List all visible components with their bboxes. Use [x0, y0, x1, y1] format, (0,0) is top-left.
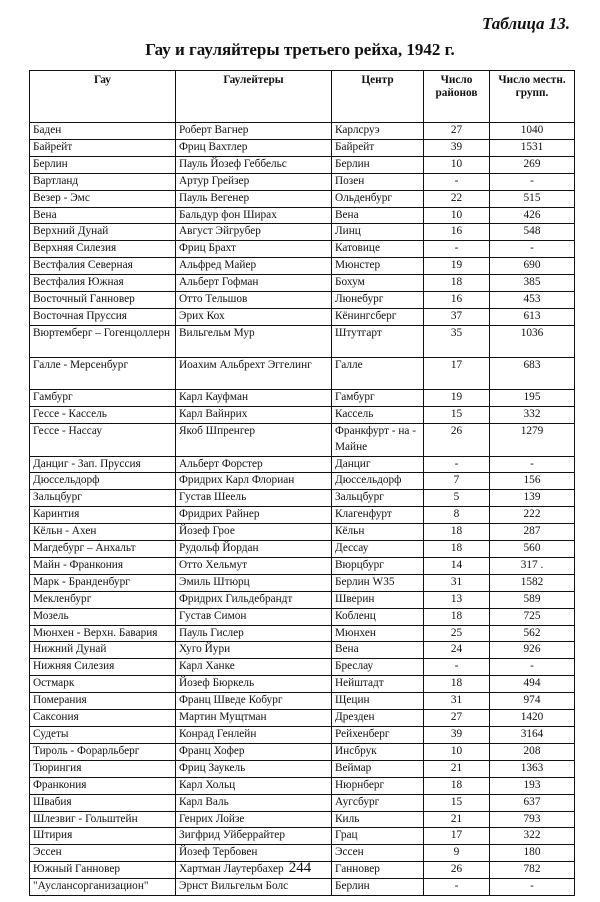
cell-districts: 31: [424, 693, 490, 710]
cell-gau: Тироль - Форарльберг: [30, 743, 176, 760]
cell-gau: Галле - Мерсенбург: [30, 357, 176, 389]
cell-gauleiter: Генрих Лойзе: [176, 811, 332, 828]
cell-districts: 17: [424, 828, 490, 845]
cell-groups: 725: [490, 608, 575, 625]
cell-districts: 21: [424, 811, 490, 828]
cell-center: Рейхенберг: [332, 727, 424, 744]
table-row: [30, 389, 575, 406]
cell-gau: Гессе - Нассау: [30, 423, 176, 456]
cell-gauleiter: Отто Тельшов: [176, 292, 332, 309]
table-row: [30, 743, 575, 760]
table-row: [30, 811, 575, 828]
cell-groups: 180: [490, 845, 575, 862]
cell-gau: Мозель: [30, 608, 176, 625]
cell-districts: -: [424, 456, 490, 473]
cell-groups: 793: [490, 811, 575, 828]
table-row: [30, 777, 575, 794]
cell-gauleiter: Якоб Шпренгер: [176, 423, 332, 456]
table-row: [30, 625, 575, 642]
table-row: [30, 794, 575, 811]
cell-districts: 13: [424, 591, 490, 608]
table-row: [30, 325, 575, 357]
cell-gauleiter: Йозеф Тербовен: [176, 845, 332, 862]
table-row: [30, 693, 575, 710]
cell-gau: Южный Ганновер: [30, 862, 176, 879]
cell-gau: Данциг - Зап. Пруссия: [30, 456, 176, 473]
cell-gau: Вестфалия Южная: [30, 275, 176, 292]
cell-groups: 1531: [490, 139, 575, 156]
cell-groups: 589: [490, 591, 575, 608]
cell-gau: Берлин: [30, 156, 176, 173]
cell-gauleiter: Эмиль Штюрц: [176, 574, 332, 591]
cell-gauleiter: Фриц Брахт: [176, 241, 332, 258]
cell-center: Щецин: [332, 693, 424, 710]
table-row: [30, 423, 575, 456]
cell-gau: Гамбург: [30, 389, 176, 406]
cell-center: Ганновер: [332, 862, 424, 879]
cell-gau: Магдебург – Анхальт: [30, 541, 176, 558]
cell-center: Гамбург: [332, 389, 424, 406]
cell-gauleiter: Пауль Вегенер: [176, 190, 332, 207]
cell-gauleiter: Роберт Вагнер: [176, 123, 332, 140]
cell-gau: Мекленбург: [30, 591, 176, 608]
header-gau: Гау: [30, 71, 176, 123]
cell-center: Галле: [332, 357, 424, 389]
cell-gau: Швабия: [30, 794, 176, 811]
cell-districts: 27: [424, 710, 490, 727]
table-row: [30, 879, 575, 896]
table-row: [30, 456, 575, 473]
table-row: [30, 357, 575, 389]
table-row: [30, 490, 575, 507]
cell-gau: Вюртемберг – Гогенцоллерн: [30, 325, 176, 357]
cell-center: Карлсруэ: [332, 123, 424, 140]
cell-gauleiter: Карл Вайнрих: [176, 406, 332, 423]
table-row: [30, 224, 575, 241]
table-row: [30, 258, 575, 275]
cell-gauleiter: Иоахим Альбрехт Эггелинг: [176, 357, 332, 389]
cell-groups: 560: [490, 541, 575, 558]
cell-gau: Везер - Эмс: [30, 190, 176, 207]
table-row: [30, 591, 575, 608]
cell-gau: Остмарк: [30, 676, 176, 693]
cell-gauleiter: Рудольф Йордан: [176, 541, 332, 558]
cell-gauleiter: Фридрих Карл Флориан: [176, 473, 332, 490]
cell-center: Нюрнберг: [332, 777, 424, 794]
cell-gau: Марк - Бранденбург: [30, 574, 176, 591]
cell-groups: 562: [490, 625, 575, 642]
cell-center: Линц: [332, 224, 424, 241]
cell-gauleiter: Йозеф Грое: [176, 524, 332, 541]
table-row: [30, 275, 575, 292]
cell-districts: 15: [424, 794, 490, 811]
cell-gauleiter: Конрад Генлейн: [176, 727, 332, 744]
cell-gau: Вена: [30, 207, 176, 224]
cell-center: Штутгарт: [332, 325, 424, 357]
cell-groups: 139: [490, 490, 575, 507]
cell-groups: 613: [490, 308, 575, 325]
cell-gau: Мюнхен - Верхн. Бавария: [30, 625, 176, 642]
cell-gau: Шлезвиг - Гольштейн: [30, 811, 176, 828]
cell-districts: 22: [424, 190, 490, 207]
table-row: [30, 642, 575, 659]
cell-gauleiter: Альфред Майер: [176, 258, 332, 275]
cell-districts: 7: [424, 473, 490, 490]
cell-groups: 426: [490, 207, 575, 224]
cell-districts: -: [424, 659, 490, 676]
cell-gau: Баден: [30, 123, 176, 140]
cell-gau: Каринтия: [30, 507, 176, 524]
cell-gau: Восточная Пруссия: [30, 308, 176, 325]
cell-districts: 35: [424, 325, 490, 357]
cell-groups: -: [490, 173, 575, 190]
cell-center: Катовице: [332, 241, 424, 258]
table-row: [30, 541, 575, 558]
cell-gau: Гессе - Кассель: [30, 406, 176, 423]
table-row: [30, 241, 575, 258]
cell-center: Мюнхен: [332, 625, 424, 642]
cell-districts: 5: [424, 490, 490, 507]
cell-gau: Нижний Дунай: [30, 642, 176, 659]
document-title: Гау и гауляйтеры третьего рейха, 1942 г.: [145, 40, 455, 59]
cell-center: Вена: [332, 642, 424, 659]
table-row: [30, 406, 575, 423]
cell-groups: 322: [490, 828, 575, 845]
cell-districts: 19: [424, 389, 490, 406]
cell-gau: Вартланд: [30, 173, 176, 190]
cell-districts: 25: [424, 625, 490, 642]
cell-districts: 14: [424, 557, 490, 574]
cell-gauleiter: Зигфрид Уйберрайтер: [176, 828, 332, 845]
cell-groups: 974: [490, 693, 575, 710]
cell-gauleiter: Вильгельм Мур: [176, 325, 332, 357]
cell-districts: 15: [424, 406, 490, 423]
cell-districts: 26: [424, 862, 490, 879]
cell-groups: 1279: [490, 423, 575, 456]
cell-districts: 9: [424, 845, 490, 862]
cell-gau: Штирия: [30, 828, 176, 845]
header-districts: Число районов: [424, 71, 490, 123]
cell-districts: 10: [424, 743, 490, 760]
cell-center: Клагенфурт: [332, 507, 424, 524]
cell-gauleiter: Карл Кауфман: [176, 389, 332, 406]
cell-center: Веймар: [332, 760, 424, 777]
cell-gauleiter: Хартман Лаутербахер: [176, 862, 332, 879]
cell-groups: 683: [490, 357, 575, 389]
cell-gauleiter: Август Эйгрубер: [176, 224, 332, 241]
cell-center: Кёльн: [332, 524, 424, 541]
cell-center: Дюссельдорф: [332, 473, 424, 490]
cell-center: Бреслау: [332, 659, 424, 676]
cell-center: Кобленц: [332, 608, 424, 625]
table-row: [30, 524, 575, 541]
cell-gauleiter: Карл Ханке: [176, 659, 332, 676]
cell-gau: Саксония: [30, 710, 176, 727]
cell-groups: 156: [490, 473, 575, 490]
cell-center: Ольденбург: [332, 190, 424, 207]
cell-gau: Восточный Ганновер: [30, 292, 176, 309]
cell-gau: "Ауслансорганизацион": [30, 879, 176, 896]
cell-districts: 10: [424, 156, 490, 173]
cell-groups: 385: [490, 275, 575, 292]
cell-gauleiter: Фриц Заукель: [176, 760, 332, 777]
cell-districts: 17: [424, 357, 490, 389]
cell-districts: -: [424, 241, 490, 258]
cell-groups: 332: [490, 406, 575, 423]
cell-gauleiter: Густав Симон: [176, 608, 332, 625]
cell-gauleiter: Йозеф Бюркель: [176, 676, 332, 693]
cell-groups: 317 .: [490, 557, 575, 574]
cell-gau: Померания: [30, 693, 176, 710]
table-row: [30, 727, 575, 744]
cell-groups: -: [490, 241, 575, 258]
cell-center: Кассель: [332, 406, 424, 423]
cell-center: Нейштадт: [332, 676, 424, 693]
cell-center: Люнебург: [332, 292, 424, 309]
gau-table: [29, 70, 575, 896]
cell-center: Вена: [332, 207, 424, 224]
cell-gau: Судеты: [30, 727, 176, 744]
cell-groups: 208: [490, 743, 575, 760]
cell-gauleiter: Пауль Гислер: [176, 625, 332, 642]
cell-groups: 195: [490, 389, 575, 406]
header-groups: Число местн. групп.: [490, 71, 575, 123]
cell-groups: 222: [490, 507, 575, 524]
cell-districts: 31: [424, 574, 490, 591]
cell-groups: 494: [490, 676, 575, 693]
cell-center: Эссен: [332, 845, 424, 862]
cell-center: Бохум: [332, 275, 424, 292]
table-row: [30, 473, 575, 490]
cell-gauleiter: Альберт Форстер: [176, 456, 332, 473]
cell-gau: Нижняя Силезия: [30, 659, 176, 676]
table-row: [30, 557, 575, 574]
cell-center: Байрейт: [332, 139, 424, 156]
cell-groups: 287: [490, 524, 575, 541]
cell-groups: 926: [490, 642, 575, 659]
cell-gauleiter: Густав Шеель: [176, 490, 332, 507]
cell-groups: 193: [490, 777, 575, 794]
cell-districts: 8: [424, 507, 490, 524]
cell-groups: 637: [490, 794, 575, 811]
cell-districts: 18: [424, 676, 490, 693]
table-row: [30, 207, 575, 224]
cell-center: Берлин: [332, 156, 424, 173]
cell-gau: Тюрингия: [30, 760, 176, 777]
header-gauleiter: Гаулейтеры: [176, 71, 332, 123]
cell-districts: 19: [424, 258, 490, 275]
table-row: [30, 292, 575, 309]
cell-groups: 515: [490, 190, 575, 207]
cell-gauleiter: Артур Грейзер: [176, 173, 332, 190]
cell-center: Зальцбург: [332, 490, 424, 507]
cell-districts: 39: [424, 727, 490, 744]
cell-groups: -: [490, 456, 575, 473]
table-row: [30, 507, 575, 524]
cell-center: Шверин: [332, 591, 424, 608]
table-header-row: [30, 71, 575, 123]
cell-districts: 16: [424, 224, 490, 241]
cell-gau: Зальцбург: [30, 490, 176, 507]
cell-gau: Верхний Дунай: [30, 224, 176, 241]
cell-center: Дессау: [332, 541, 424, 558]
cell-center: Грац: [332, 828, 424, 845]
cell-groups: 1582: [490, 574, 575, 591]
cell-districts: 39: [424, 139, 490, 156]
table-row: [30, 676, 575, 693]
table-row: [30, 123, 575, 140]
cell-districts: 21: [424, 760, 490, 777]
cell-groups: 1363: [490, 760, 575, 777]
cell-districts: 37: [424, 308, 490, 325]
header-center: Центр: [332, 71, 424, 123]
cell-gau: Верхняя Силезия: [30, 241, 176, 258]
cell-gauleiter: Карл Хольц: [176, 777, 332, 794]
cell-districts: 18: [424, 524, 490, 541]
cell-districts: 27: [424, 123, 490, 140]
cell-districts: 24: [424, 642, 490, 659]
table-row: [30, 828, 575, 845]
cell-gauleiter: Эрнст Вильгельм Болс: [176, 879, 332, 896]
cell-gauleiter: Франц Шведе Кобург: [176, 693, 332, 710]
cell-gau: Франкония: [30, 777, 176, 794]
cell-groups: 1420: [490, 710, 575, 727]
table-row: [30, 608, 575, 625]
cell-gauleiter: Отто Хельмут: [176, 557, 332, 574]
cell-groups: 690: [490, 258, 575, 275]
cell-center: Аугсбург: [332, 794, 424, 811]
page-number: 244: [288, 860, 312, 876]
table-row: [30, 710, 575, 727]
cell-districts: 18: [424, 777, 490, 794]
cell-center: Берлин: [332, 879, 424, 896]
cell-districts: -: [424, 879, 490, 896]
cell-center: Мюнстер: [332, 258, 424, 275]
cell-center: Данциг: [332, 456, 424, 473]
cell-gau: Кёльн - Ахен: [30, 524, 176, 541]
table-body: [30, 123, 575, 896]
cell-center: Дрезден: [332, 710, 424, 727]
cell-groups: 269: [490, 156, 575, 173]
cell-gauleiter: Фриц Вахтлер: [176, 139, 332, 156]
cell-gauleiter: Франц Хофер: [176, 743, 332, 760]
cell-center: Киль: [332, 811, 424, 828]
cell-gau: Эссен: [30, 845, 176, 862]
table-row: [30, 659, 575, 676]
cell-gauleiter: Альберт Гофман: [176, 275, 332, 292]
table-label: Таблица 13.: [482, 14, 570, 33]
cell-groups: 1036: [490, 325, 575, 357]
cell-gauleiter: Эрих Кох: [176, 308, 332, 325]
cell-districts: -: [424, 173, 490, 190]
cell-gau: Байрейт: [30, 139, 176, 156]
cell-groups: 548: [490, 224, 575, 241]
cell-gauleiter: Бальдур фон Ширах: [176, 207, 332, 224]
cell-gauleiter: Карл Валь: [176, 794, 332, 811]
cell-center: Позен: [332, 173, 424, 190]
cell-gauleiter: Мартин Мущтман: [176, 710, 332, 727]
cell-gauleiter: Хуго Йури: [176, 642, 332, 659]
cell-gauleiter: Фридрих Гильдебрандт: [176, 591, 332, 608]
cell-center: Инсбрук: [332, 743, 424, 760]
cell-groups: -: [490, 879, 575, 896]
cell-groups: 1040: [490, 123, 575, 140]
table-row: [30, 190, 575, 207]
table-row: [30, 574, 575, 591]
cell-districts: 10: [424, 207, 490, 224]
cell-groups: -: [490, 659, 575, 676]
table-row: [30, 760, 575, 777]
cell-districts: 18: [424, 275, 490, 292]
cell-groups: 453: [490, 292, 575, 309]
cell-gau: Вестфалия Северная: [30, 258, 176, 275]
cell-gau: Дюссельдорф: [30, 473, 176, 490]
cell-groups: 3164: [490, 727, 575, 744]
table-row: [30, 173, 575, 190]
table-row: [30, 139, 575, 156]
cell-gauleiter: Пауль Йозеф Геббельс: [176, 156, 332, 173]
table-row: [30, 308, 575, 325]
cell-center: Кёнингсберг: [332, 308, 424, 325]
cell-center: Берлин W35: [332, 574, 424, 591]
cell-districts: 18: [424, 541, 490, 558]
cell-center: Франкфурт - на - Майне: [332, 423, 424, 456]
cell-groups: 782: [490, 862, 575, 879]
cell-gau: Майн - Франкония: [30, 557, 176, 574]
cell-districts: 18: [424, 608, 490, 625]
cell-gauleiter: Фридрих Райнер: [176, 507, 332, 524]
cell-center: Вюрцбург: [332, 557, 424, 574]
cell-districts: 16: [424, 292, 490, 309]
table-row: [30, 156, 575, 173]
cell-districts: 26: [424, 423, 490, 456]
